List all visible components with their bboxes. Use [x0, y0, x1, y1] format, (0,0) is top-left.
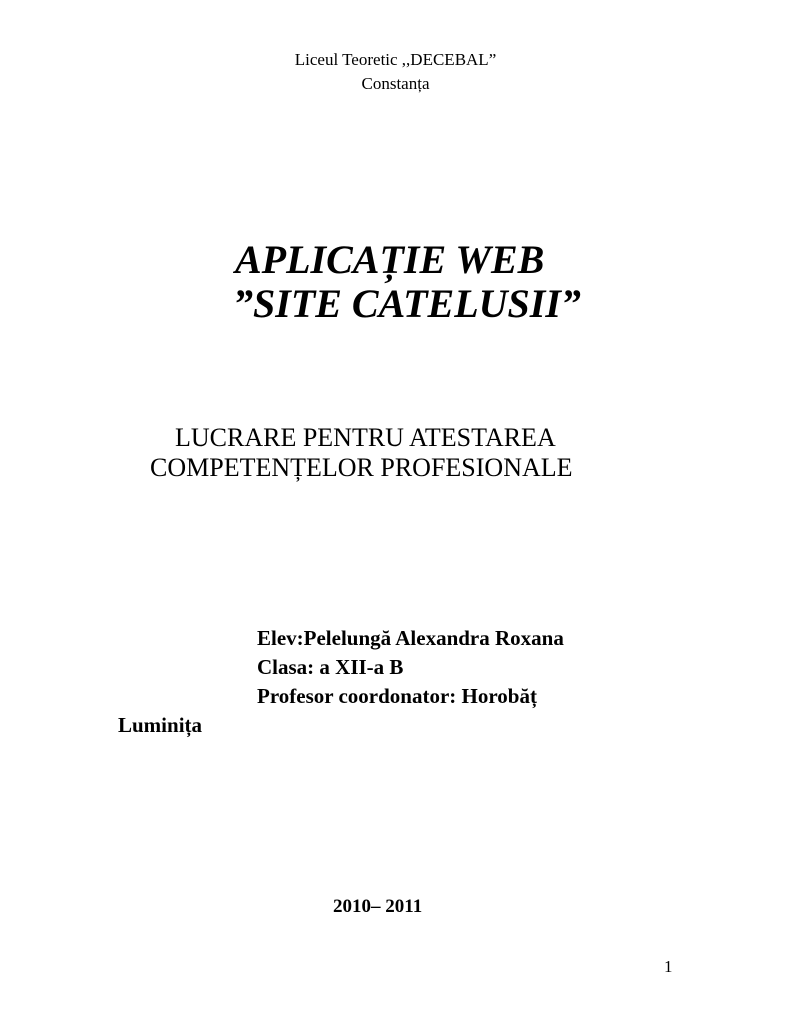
student-name: Elev:Pelelungă Alexandra Roxana	[257, 626, 564, 650]
document-title-line-1: APLICAȚIE WEB	[235, 237, 545, 282]
school-name: Liceul Teoretic ,,DECEBAL”	[294, 50, 497, 69]
document-title-line-2: ”SITE CATELUSII”	[233, 281, 581, 326]
class-name: Clasa: a XII-a B	[257, 655, 404, 679]
coordinator-line-2: Luminița	[118, 713, 203, 737]
coordinator-line-1: Profesor coordonator: Horobăț	[257, 684, 537, 708]
school-city: Constanța	[361, 74, 430, 93]
subtitle-line-2: COMPETENȚELOR PROFESIONALE	[150, 453, 573, 482]
school-year: 2010– 2011	[333, 896, 423, 917]
page-number: 1	[664, 957, 673, 976]
subtitle-line-1: LUCRARE PENTRU ATESTAREA	[175, 423, 556, 452]
